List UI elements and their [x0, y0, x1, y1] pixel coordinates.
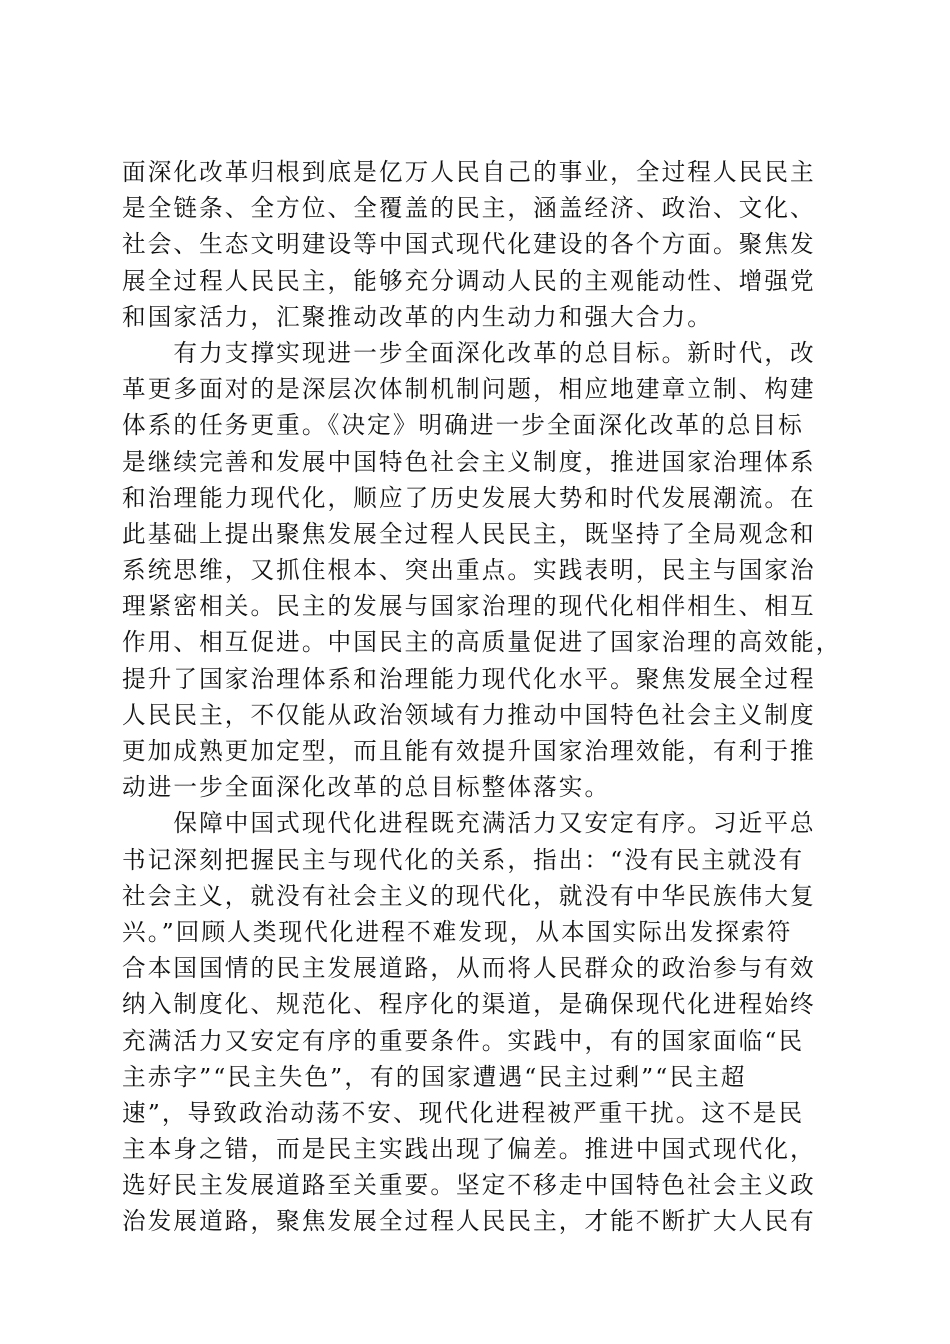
text-line: 和国家活力，汇聚推动改革的内生动力和强大合力。 — [122, 302, 713, 331]
text-line: 社会、生态文明建设等中国式现代化建设的各个方面。聚焦发 — [122, 230, 816, 259]
text-line: 理紧密相关。民主的发展与国家治理的现代化相伴相生、相互 — [122, 592, 816, 621]
text-line: 主赤字”“民主失色”，有的国家遭遇“民主过剩”“民主超 — [122, 1062, 747, 1091]
text-line: 人民民主，不仅能从政治领域有力推动中国特色社会主义制度 — [122, 700, 816, 729]
text-line: 体系的任务更重。《决定》明确进一步全面深化改革的总目标 — [122, 411, 804, 440]
text-line: 社会主义，就没有社会主义的现代化，就没有中华民族伟大复 — [122, 881, 816, 910]
text-line: 面深化改革归根到底是亿万人民自己的事业，全过程人民民主 — [122, 158, 816, 186]
text-line: 展全过程人民民主，能够充分调动人民的主观能动性、增强党 — [122, 266, 816, 295]
text-line: 是继续完善和发展中国特色社会主义制度，推进国家治理体系 — [122, 447, 816, 476]
text-line: 有力支撑实现进一步全面深化改革的总目标。新时代，改 — [122, 338, 816, 367]
text-line: 动进一步全面深化改革的总目标整体落实。 — [122, 773, 611, 802]
text-line: 兴。”回顾人类现代化进程不难发现，从本国实际出发探索符 — [122, 917, 793, 946]
text-line: 此基础上提出聚焦发展全过程人民民主，既坚持了全局观念和 — [122, 519, 816, 548]
text-line: 治发展道路，聚焦发展全过程人民民主，才能不断扩大人民有 — [122, 1207, 816, 1236]
text-line: 更加成熟更加定型，而且能有效提升国家治理效能，有利于推 — [122, 737, 816, 765]
text-line: 合本国国情的民主发展道路，从而将人民群众的政治参与有效 — [122, 954, 816, 983]
text-line: 保障中国式现代化进程既充满活力又安定有序。习近平总 — [122, 809, 816, 838]
text-line: 选好民主发展道路至关重要。坚定不移走中国特色社会主义政 — [122, 1171, 816, 1200]
text-line: 革更多面对的是深层次体制机制问题，相应地建章立制、构建 — [122, 375, 816, 404]
text-line: 书记深刻把握民主与现代化的关系，指出：“没有民主就没有 — [122, 845, 805, 874]
text-line: 系统思维，又抓住根本、突出重点。实践表明，民主与国家治 — [122, 556, 816, 585]
text-line: 充满活力又安定有序的重要条件。实践中，有的国家面临“民 — [122, 1026, 805, 1055]
text-line: 作用、相互促进。中国民主的高质量促进了国家治理的高效能， — [122, 628, 842, 657]
text-line: 是全链条、全方位、全覆盖的民主，涵盖经济、政治、文化、 — [122, 194, 816, 223]
text-line: 速”，导致政治动荡不安、现代化进程被严重干扰。这不是民 — [122, 1098, 805, 1127]
text-line: 纳入制度化、规范化、程序化的渠道，是确保现代化进程始终 — [122, 990, 816, 1019]
article-body — [122, 154, 842, 1240]
text-line: 和治理能力现代化，顺应了历史发展大势和时代发展潮流。在 — [122, 483, 816, 512]
text-line: 提升了国家治理体系和治理能力现代化水平。聚焦发展全过程 — [122, 664, 816, 693]
text-line: 主本身之错，而是民主实践出现了偏差。推进中国式现代化， — [122, 1135, 816, 1164]
